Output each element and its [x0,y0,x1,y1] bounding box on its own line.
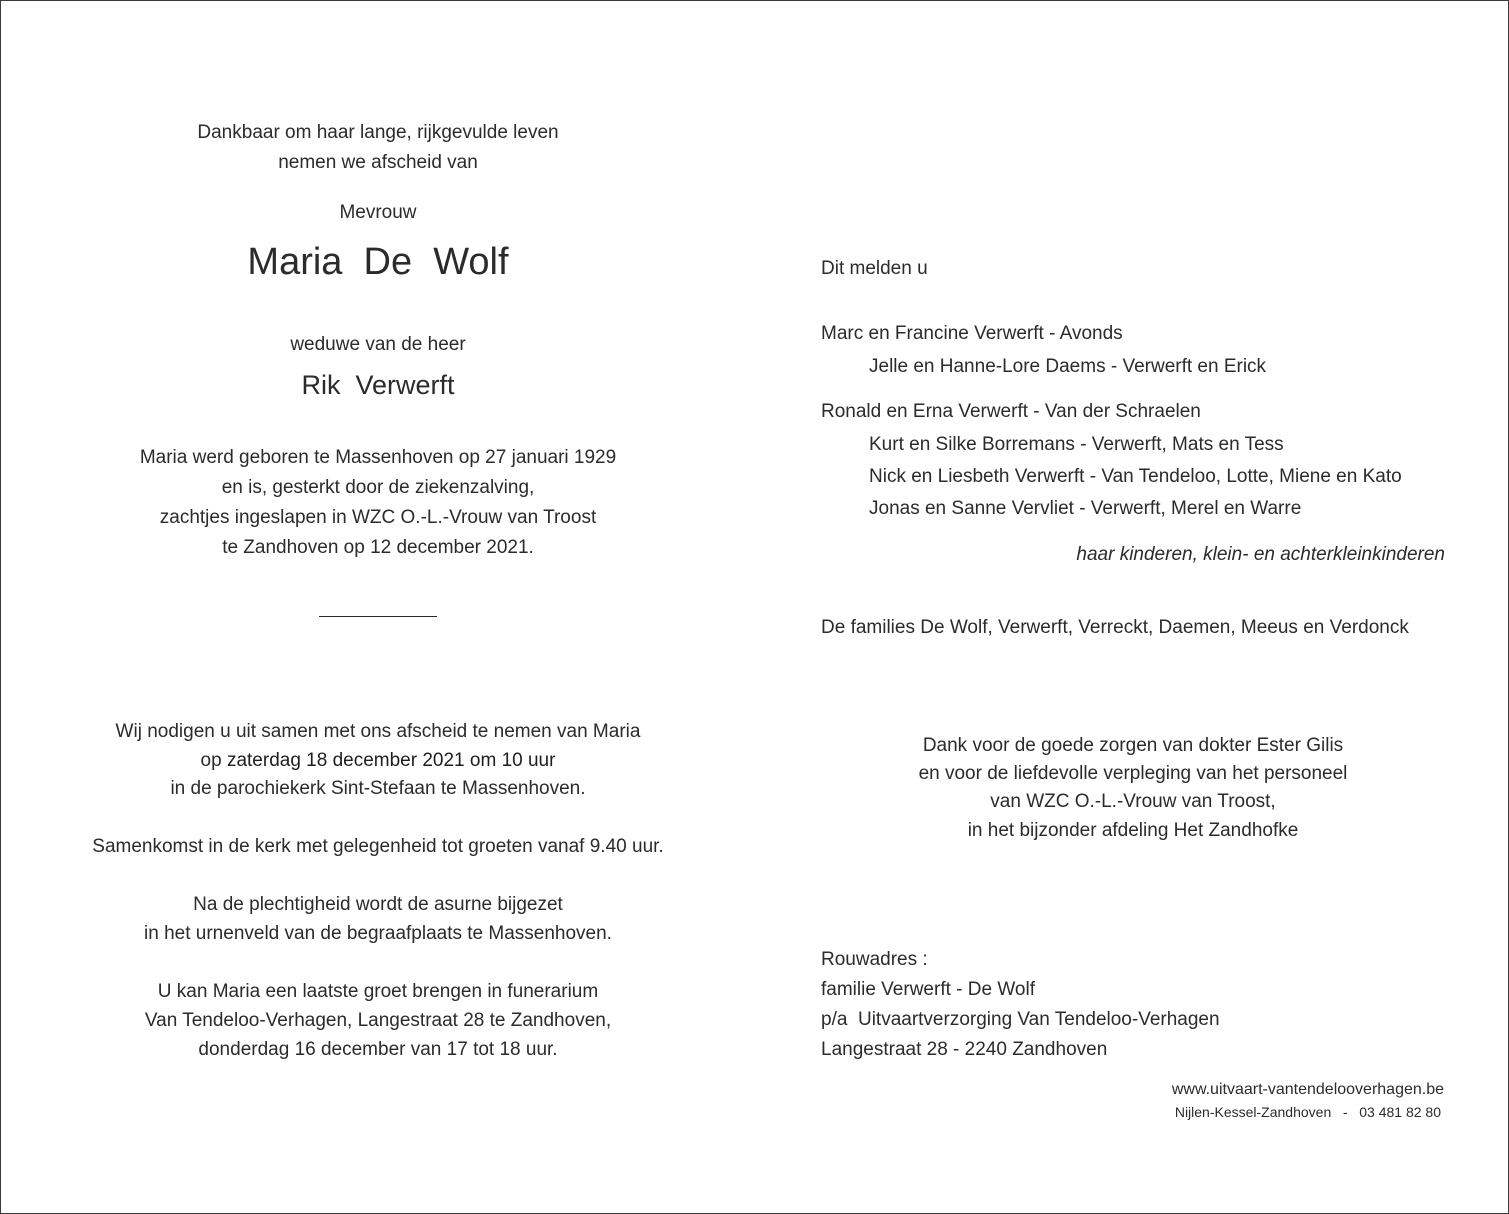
family2-child-1: Kurt en Silke Borremans - Verwerft, Mats en Tess [869,434,1284,455]
thanks-line-4: in het bijzonder afdeling Het Zandhofke [967,820,1299,841]
family2-child-2: Nick en Liesbeth Verwerft - Van Tendeloo, Lotte, Miene en Kato [869,466,1402,487]
birth-death-line-2: en is, gesterkt door de ziekenzalving, [221,477,535,498]
invitation-line-1: Wij nodigen u uit samen met ons afscheid te nemen van Maria [115,721,641,742]
divider-line [319,616,437,617]
invitation-prefix: op [200,750,227,771]
address-line-2: p/a Uitvaartverzorging Van Tendeloo-Verhagen [821,1009,1220,1030]
invitation-line-2 [1,749,755,773]
right-column [821,1,1461,1213]
family2-head: Ronald en Erna Verwerft - Van der Schraelen [821,401,1201,422]
funeral-home-line-1: U kan Maria een laatste groet brengen in funerarium [157,981,599,1002]
intro-line-2: nemen we afscheid van [278,152,478,173]
family1-head: Marc en Francine Verwerft - Avonds [821,323,1123,344]
family2-child-3: Jonas en Sanne Vervliet - Verwerft, Merel en Warre [869,498,1302,519]
invitation-line-3: in de parochiekerk Sint-Stefaan te Massenhoven. [170,778,586,799]
deceased-name: Maria De Wolf [247,241,509,283]
ceremony-datetime: zaterdag 18 december 2021 om 10 uur [226,750,556,771]
birth-death-line-3: zachtjes ingeslapen in WZC O.-L.-Vrouw van Troost [159,507,597,528]
left-column [1,1,755,1213]
husband-name: Rik Verwerft [301,370,455,400]
website-link[interactable]: www.uitvaart-vantendelooverhagen.be [1171,1081,1444,1098]
gathering-text: Samenkomst in de kerk met gelegenheid tot groeten vanaf 9.40 uur. [92,836,664,857]
address-line-1: familie Verwerft - De Wolf [821,979,1035,1000]
thanks-line-2: en voor de liefdevolle verpleging van het personeel [918,763,1348,784]
birth-death-line-4: te Zandhoven op 12 december 2021. [222,537,534,558]
address-line-3: Langestraat 28 - 2240 Zandhoven [821,1039,1108,1060]
urn-line-2: in het urnenveld van de begraafplaats te Massenhoven. [144,923,612,944]
intro-line-1: Dankbaar om haar lange, rijkgevulde leven [197,122,559,143]
widow-of-label: weduwe van de heer [290,334,466,355]
title-prefix: Mevrouw [339,202,417,223]
contact-info: Nijlen-Kessel-Zandhoven - 03 481 82 80 [1174,1104,1441,1120]
funeral-home-line-3: donderdag 16 december van 17 tot 18 uur. [198,1039,558,1060]
address-label: Rouwadres : [821,949,928,970]
birth-death-line-1: Maria werd geboren te Massenhoven op 27 januari 1929 [139,447,617,468]
funeral-home-line-2: Van Tendeloo-Verhagen, Langestraat 28 te Zandhoven, [144,1010,612,1031]
urn-line-1: Na de plechtigheid wordt de asurne bijgezet [193,894,563,915]
thanks-line-3: van WZC O.-L.-Vrouw van Troost, [990,791,1276,812]
families-text: De families De Wolf, Verwerft, Verreckt, Daemen, Meeus en Verdonck [821,617,1409,638]
family1-child: Jelle en Hanne-Lore Daems - Verwerft en Erick [869,356,1267,377]
announce-text: Dit melden u [821,258,928,279]
thanks-line-1: Dank voor de goede zorgen van dokter Ester Gilis [922,735,1344,756]
relation-text: haar kinderen, klein- en achterkleinkinderen [1076,544,1445,565]
